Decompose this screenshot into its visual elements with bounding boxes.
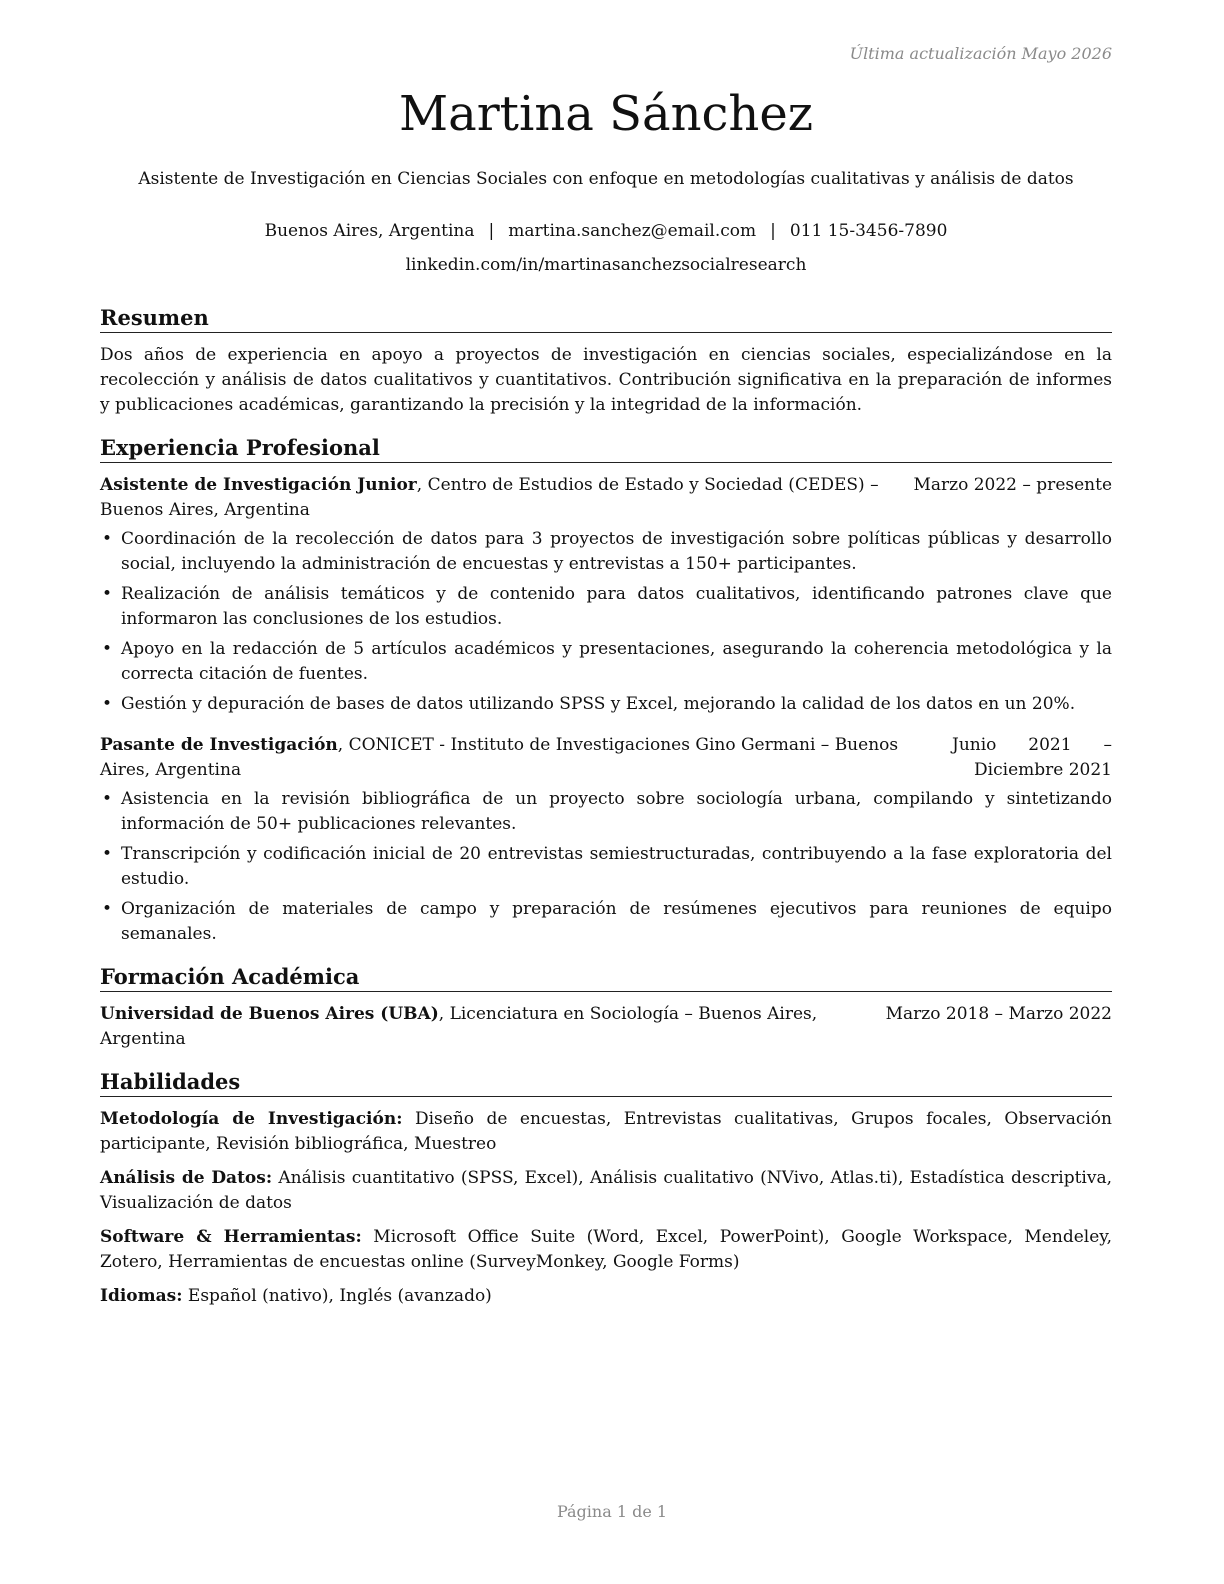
job-dates: Marzo 2022 – presente xyxy=(913,475,1112,495)
page-number: Página 1 de 1 xyxy=(556,1502,668,1521)
education-section xyxy=(100,963,1112,1052)
skill-text: Análisis cuantitativo (SPSS, Excel), Análisis cualitativo (NVivo, Atlas.ti), Estadística descriptiva, Visualización de datos xyxy=(100,1168,1112,1213)
bullet-icon: • xyxy=(102,789,113,809)
bullet-icon: • xyxy=(102,584,113,604)
job-role: Asistente de Investigación Junior xyxy=(100,475,417,495)
job-entry xyxy=(100,733,1112,947)
list-item: • Asistencia en la revisión bibliográfica de un proyecto sobre sociología urbana, compilando y sintetizando información de 50+ publicaciones relevantes. xyxy=(102,789,1112,834)
list-item: • Apoyo en la redacción de 5 artículos académicos y presentaciones, asegurando la coherencia metodológica y la correcta citación de fuentes. xyxy=(102,639,1112,684)
education-entry xyxy=(100,1002,1112,1052)
job-org: , CONICET - Instituto de Investigaciones Gino Germani – Buenos Aires, Argentina xyxy=(100,735,899,780)
list-item: • Coordinación de la recolección de datos para 3 proyectos de investigación sobre políticas públicas y desarrollo social, incluyendo la administración de encuestas y entrevistas a 150+ participantes. xyxy=(102,529,1112,574)
education-dates: Marzo 2018 – Marzo 2022 xyxy=(885,1004,1112,1024)
section-title: Resumen xyxy=(100,304,1112,333)
section-title: Formación Académica xyxy=(100,963,1112,992)
job-entry xyxy=(100,473,1112,717)
skill-item xyxy=(100,1225,1112,1275)
skill-label: Metodología de Investigación: xyxy=(100,1109,403,1129)
contact-separator: | xyxy=(770,221,776,241)
candidate-name: Martina Sánchez xyxy=(398,86,814,142)
skill-label: Análisis de Datos: xyxy=(100,1168,273,1188)
skill-text: Microsoft Office Suite (Word, Excel, PowerPoint), Google Workspace, Mendeley, Zotero, Herramientas de encuestas online (SurveyMonkey, Google Forms) xyxy=(100,1227,1113,1272)
skill-item xyxy=(100,1166,1112,1216)
email-link[interactable]: martina.sanchez@email.com xyxy=(508,221,757,241)
summary-section xyxy=(100,304,1112,418)
skills-section xyxy=(100,1068,1112,1309)
section-title: Experiencia Profesional xyxy=(100,434,1112,463)
school-name: Universidad de Buenos Aires (UBA) xyxy=(100,1004,439,1024)
bullet-icon: • xyxy=(102,899,113,919)
job-role: Pasante de Investigación xyxy=(100,735,338,755)
job-header xyxy=(100,733,1112,783)
job-dates: Junio 2021 – Diciembre 2021 xyxy=(952,735,1112,780)
degree: , Licenciatura en Sociología – Buenos Aires, Argentina xyxy=(100,1004,818,1049)
skill-label: Idiomas: xyxy=(100,1286,183,1306)
tagline: Asistente de Investigación en Ciencias Sociales con enfoque en metodologías cualitativas y análisis de datos xyxy=(138,169,1074,189)
skill-item xyxy=(100,1284,1112,1309)
job-bullets xyxy=(100,527,1112,717)
phone: 011 15-3456-7890 xyxy=(789,221,948,241)
job-bullets xyxy=(100,787,1112,947)
job-header xyxy=(100,473,1112,523)
resume-content xyxy=(100,304,1112,1325)
list-item: • Transcripción y codificación inicial de 20 entrevistas semiestructuradas, contribuyendo a la fase exploratoria del estudio. xyxy=(102,844,1112,889)
section-title: Habilidades xyxy=(100,1068,1112,1097)
skill-text: Diseño de encuestas, Entrevistas cualitativas, Grupos focales, Observación participante, Revisión bibliográfica, Muestreo xyxy=(100,1109,1112,1154)
skill-label: Software & Herramientas: xyxy=(100,1227,362,1247)
bullet-icon: • xyxy=(102,529,113,549)
bullet-icon: • xyxy=(102,844,113,864)
last-updated: Última actualización Mayo 2026 xyxy=(849,44,1112,63)
experience-section xyxy=(100,434,1112,947)
list-item: • Realización de análisis temáticos y de contenido para datos cualitativos, identificando patrones clave que informaron las conclusiones de los estudios. xyxy=(102,584,1112,629)
contact-line xyxy=(100,220,1112,242)
job-org: , Centro de Estudios de Estado y Sociedad (CEDES) – Buenos Aires, Argentina xyxy=(100,475,879,520)
list-item: • Organización de materiales de campo y preparación de resúmenes ejecutivos para reuniones de equipo semanales. xyxy=(102,899,1112,944)
bullet-icon: • xyxy=(102,639,113,659)
skill-item xyxy=(100,1107,1112,1157)
skill-text: Español (nativo), Inglés (avanzado) xyxy=(182,1286,492,1306)
summary-text: Dos años de experiencia en apoyo a proyectos de investigación en ciencias sociales, especializándose en la recolección y análisis de datos cualitativos y cuantitativos. Contribución significativa en la preparación de informes y publicaciones académicas, garantizando la precisión y la integridad de la información. xyxy=(100,345,1112,415)
linkedin-link[interactable]: linkedin.com/in/martinasanchezsocialresearch xyxy=(405,255,807,275)
location: Buenos Aires, Argentina xyxy=(264,221,475,241)
list-item: • Gestión y depuración de bases de datos utilizando SPSS y Excel, mejorando la calidad de los datos en un 20%. xyxy=(100,692,1112,717)
resume-page xyxy=(100,0,1112,1584)
bullet-icon: • xyxy=(102,694,113,714)
contact-separator: | xyxy=(488,221,495,241)
